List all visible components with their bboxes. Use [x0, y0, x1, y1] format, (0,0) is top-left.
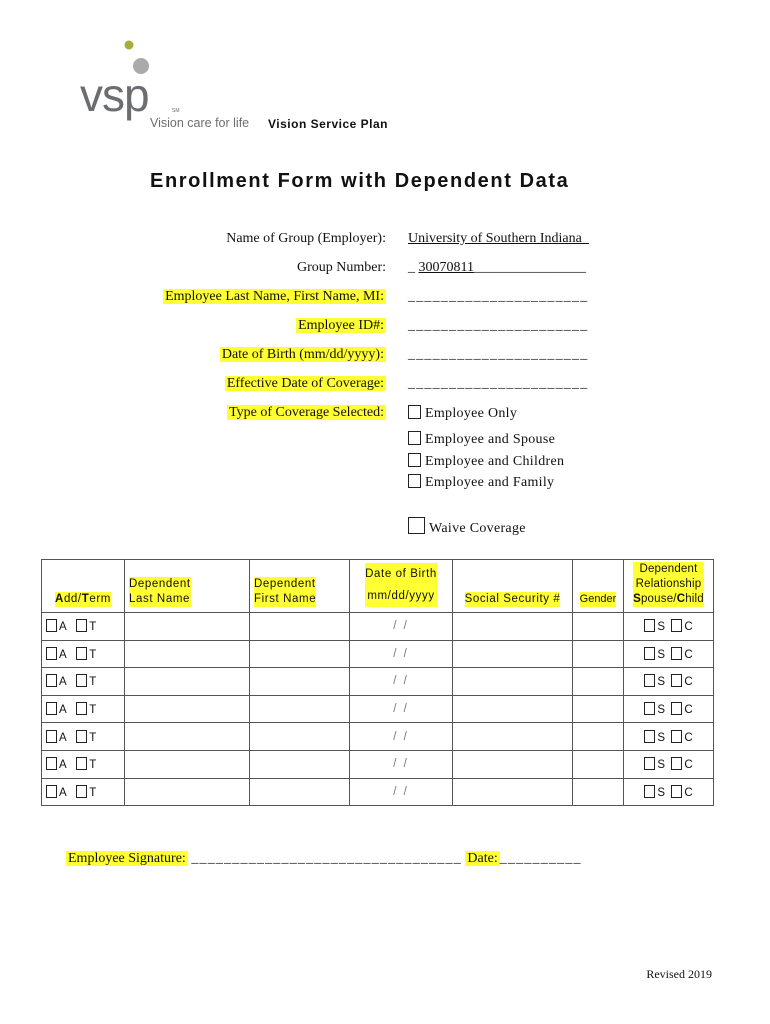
- option-employee-spouse[interactable]: [408, 431, 555, 448]
- cell-first-name[interactable]: [250, 613, 350, 641]
- cell-add-term: [42, 695, 125, 723]
- dependent-table-body: [42, 613, 714, 806]
- add-checkbox[interactable]: [46, 730, 57, 743]
- spouse-label: S: [657, 621, 665, 634]
- table-row: [42, 750, 714, 778]
- table-row: [42, 640, 714, 668]
- table-row: [42, 668, 714, 696]
- cell-first-name[interactable]: [250, 778, 350, 806]
- org-title: Vision Service Plan: [268, 117, 389, 131]
- logo-sm-mark: SM: [172, 108, 180, 114]
- option-waive[interactable]: [408, 517, 526, 537]
- cell-first-name[interactable]: [250, 723, 350, 751]
- dob-slashes: / /: [393, 785, 409, 798]
- group-number-value: 30070811: [418, 260, 474, 275]
- term-label: T: [89, 786, 97, 799]
- employee-name-label: Employee Last Name, First Name, MI:: [165, 289, 384, 304]
- group-number-prefix: _: [408, 260, 415, 275]
- logo-wordmark: vsp: [80, 69, 149, 121]
- cell-first-name[interactable]: [250, 668, 350, 696]
- vsp-logo: [80, 38, 250, 138]
- spouse-label: S: [657, 731, 665, 744]
- cell-last-name[interactable]: [125, 613, 250, 641]
- dob-slashes: / /: [393, 647, 409, 660]
- cell-last-name[interactable]: [125, 668, 250, 696]
- table-header-row: [42, 560, 714, 613]
- group-number-suffix: ________________: [473, 260, 586, 275]
- spouse-label: S: [657, 786, 665, 799]
- employee-id-input[interactable]: ______________________: [408, 318, 589, 333]
- cell-relationship: [624, 668, 714, 696]
- cell-relationship: [624, 778, 714, 806]
- header-add-term: Add/Term: [42, 560, 125, 613]
- group-name-value[interactable]: University of Southern Indiana_: [408, 231, 589, 246]
- logo-tagline: Vision care for life: [150, 116, 250, 130]
- child-label: C: [684, 759, 693, 772]
- child-label: C: [684, 731, 693, 744]
- option-waive-label: Waive Coverage: [429, 521, 526, 536]
- cell-dob[interactable]: [350, 695, 453, 723]
- revised-note: Revised 2019: [646, 967, 712, 981]
- cell-dob[interactable]: [350, 640, 453, 668]
- header-last-name: Dependent Last Name: [125, 560, 250, 613]
- dob-slashes: / /: [393, 758, 409, 771]
- header-ssn: Social Security #: [453, 560, 573, 613]
- option-employee-children-label: Employee and Children: [425, 454, 565, 469]
- signature-input[interactable]: _________________________________: [191, 851, 462, 866]
- spouse-label: S: [657, 759, 665, 772]
- dob-slashes: / /: [393, 675, 409, 688]
- cell-add-term: [42, 723, 125, 751]
- checkbox-waive[interactable]: [408, 517, 425, 534]
- date-input[interactable]: __________: [499, 851, 582, 866]
- checkbox-employee-only[interactable]: [408, 405, 421, 419]
- checkbox-employee-spouse[interactable]: [408, 431, 421, 445]
- term-label: T: [89, 704, 97, 717]
- add-checkbox[interactable]: [46, 757, 57, 770]
- child-checkbox[interactable]: [671, 757, 682, 770]
- child-checkbox[interactable]: [671, 785, 682, 798]
- child-label: C: [684, 704, 693, 717]
- cell-relationship: [624, 695, 714, 723]
- cell-ssn[interactable]: [453, 613, 573, 641]
- group-number-label: Group Number:: [296, 260, 386, 275]
- cell-dob[interactable]: [350, 668, 453, 696]
- spouse-checkbox[interactable]: [644, 702, 655, 715]
- cell-ssn[interactable]: [453, 695, 573, 723]
- cell-dob[interactable]: [350, 613, 453, 641]
- cell-add-term: [42, 640, 125, 668]
- table-row: [42, 723, 714, 751]
- child-label: C: [684, 648, 693, 661]
- term-label: T: [89, 676, 97, 689]
- term-checkbox[interactable]: [76, 647, 87, 660]
- term-label: T: [89, 731, 97, 744]
- cell-add-term: [42, 778, 125, 806]
- term-checkbox[interactable]: [76, 674, 87, 687]
- dob-slashes: / /: [393, 620, 409, 633]
- add-checkbox[interactable]: [46, 785, 57, 798]
- cell-gender[interactable]: [573, 750, 624, 778]
- dob-label: Date of Birth (mm/dd/yyyy):: [221, 347, 384, 362]
- option-employee-children[interactable]: [408, 453, 564, 470]
- cell-gender[interactable]: [573, 778, 624, 806]
- option-employee-spouse-label: Employee and Spouse: [425, 432, 556, 447]
- add-label: A: [59, 621, 67, 634]
- term-checkbox[interactable]: [76, 757, 87, 770]
- effective-date-input[interactable]: ______________________: [408, 376, 589, 391]
- signature-line: [66, 851, 582, 867]
- spouse-label: S: [657, 676, 665, 689]
- term-label: T: [89, 648, 97, 661]
- form-title: Enrollment Form with Dependent Data: [150, 170, 570, 192]
- cell-last-name[interactable]: [125, 640, 250, 668]
- cell-relationship: [624, 613, 714, 641]
- date-label: Date:: [467, 851, 498, 866]
- dob-slashes: / /: [393, 730, 409, 743]
- add-label: A: [59, 731, 67, 744]
- table-row: [42, 695, 714, 723]
- child-checkbox[interactable]: [671, 702, 682, 715]
- group-name-label: Name of Group (Employer):: [226, 231, 386, 246]
- group-number-field[interactable]: [408, 260, 586, 276]
- child-checkbox[interactable]: [671, 647, 682, 660]
- signature-label: Employee Signature:: [68, 851, 186, 866]
- checkbox-employee-children[interactable]: [408, 453, 421, 467]
- cell-first-name[interactable]: [250, 640, 350, 668]
- cell-ssn[interactable]: [453, 668, 573, 696]
- cell-last-name[interactable]: [125, 723, 250, 751]
- cell-dob[interactable]: [350, 778, 453, 806]
- checkbox-employee-family[interactable]: [408, 474, 421, 488]
- spouse-label: S: [657, 648, 665, 661]
- cell-ssn[interactable]: [453, 750, 573, 778]
- add-checkbox[interactable]: [46, 702, 57, 715]
- cell-add-term: [42, 668, 125, 696]
- spouse-checkbox[interactable]: [644, 647, 655, 660]
- add-checkbox[interactable]: [46, 619, 57, 632]
- cell-gender[interactable]: [573, 695, 624, 723]
- cell-dob[interactable]: [350, 750, 453, 778]
- cell-relationship: [624, 750, 714, 778]
- cell-first-name[interactable]: [250, 695, 350, 723]
- cell-gender[interactable]: [573, 668, 624, 696]
- term-label: T: [89, 759, 97, 772]
- header-gender: Gender: [573, 560, 624, 613]
- dob-input[interactable]: ______________________: [408, 347, 589, 362]
- cell-gender[interactable]: [573, 723, 624, 751]
- option-employee-only[interactable]: [408, 405, 517, 422]
- effective-date-label: Effective Date of Coverage:: [226, 376, 384, 391]
- cell-relationship: [624, 723, 714, 751]
- spouse-label: S: [657, 704, 665, 717]
- coverage-label: Type of Coverage Selected:: [229, 405, 384, 420]
- cell-first-name[interactable]: [250, 750, 350, 778]
- child-label: C: [684, 621, 693, 634]
- cell-dob[interactable]: [350, 723, 453, 751]
- option-employee-family-label: Employee and Family: [425, 475, 555, 490]
- spouse-checkbox[interactable]: [644, 730, 655, 743]
- cell-last-name[interactable]: [125, 750, 250, 778]
- spouse-checkbox[interactable]: [644, 785, 655, 798]
- cell-last-name[interactable]: [125, 695, 250, 723]
- dob-slashes: / /: [393, 703, 409, 716]
- add-label: A: [59, 786, 67, 799]
- table-row: [42, 613, 714, 641]
- term-checkbox[interactable]: [76, 702, 87, 715]
- child-checkbox[interactable]: [671, 619, 682, 632]
- add-label: A: [59, 676, 67, 689]
- term-checkbox[interactable]: [76, 785, 87, 798]
- cell-gender[interactable]: [573, 613, 624, 641]
- cell-ssn[interactable]: [453, 640, 573, 668]
- header-dob: Date of Birth mm/dd/yyyy: [350, 560, 453, 613]
- cell-last-name[interactable]: [125, 778, 250, 806]
- child-label: C: [684, 676, 693, 689]
- table-row: [42, 778, 714, 806]
- spouse-checkbox[interactable]: [644, 619, 655, 632]
- add-label: A: [59, 704, 67, 717]
- term-checkbox[interactable]: [76, 619, 87, 632]
- cell-ssn[interactable]: [453, 723, 573, 751]
- employee-id-label: Employee ID#:: [298, 318, 384, 333]
- spouse-checkbox[interactable]: [644, 674, 655, 687]
- add-label: A: [59, 648, 67, 661]
- child-checkbox[interactable]: [671, 674, 682, 687]
- option-employee-only-label: Employee Only: [425, 406, 518, 421]
- cell-relationship: [624, 640, 714, 668]
- option-employee-family[interactable]: [408, 474, 554, 491]
- cell-add-term: [42, 750, 125, 778]
- child-label: C: [684, 786, 693, 799]
- spouse-checkbox[interactable]: [644, 757, 655, 770]
- dependent-table: [41, 559, 714, 806]
- cell-ssn[interactable]: [453, 778, 573, 806]
- term-checkbox[interactable]: [76, 730, 87, 743]
- employee-name-input[interactable]: ______________________: [408, 289, 589, 304]
- add-checkbox[interactable]: [46, 647, 57, 660]
- add-label: A: [59, 759, 67, 772]
- cell-gender[interactable]: [573, 640, 624, 668]
- header-first-name: Dependent First Name: [250, 560, 350, 613]
- child-checkbox[interactable]: [671, 730, 682, 743]
- term-label: T: [89, 621, 97, 634]
- cell-add-term: [42, 613, 125, 641]
- add-checkbox[interactable]: [46, 674, 57, 687]
- header-relationship: Dependent Relationship Spouse/Child: [624, 560, 714, 613]
